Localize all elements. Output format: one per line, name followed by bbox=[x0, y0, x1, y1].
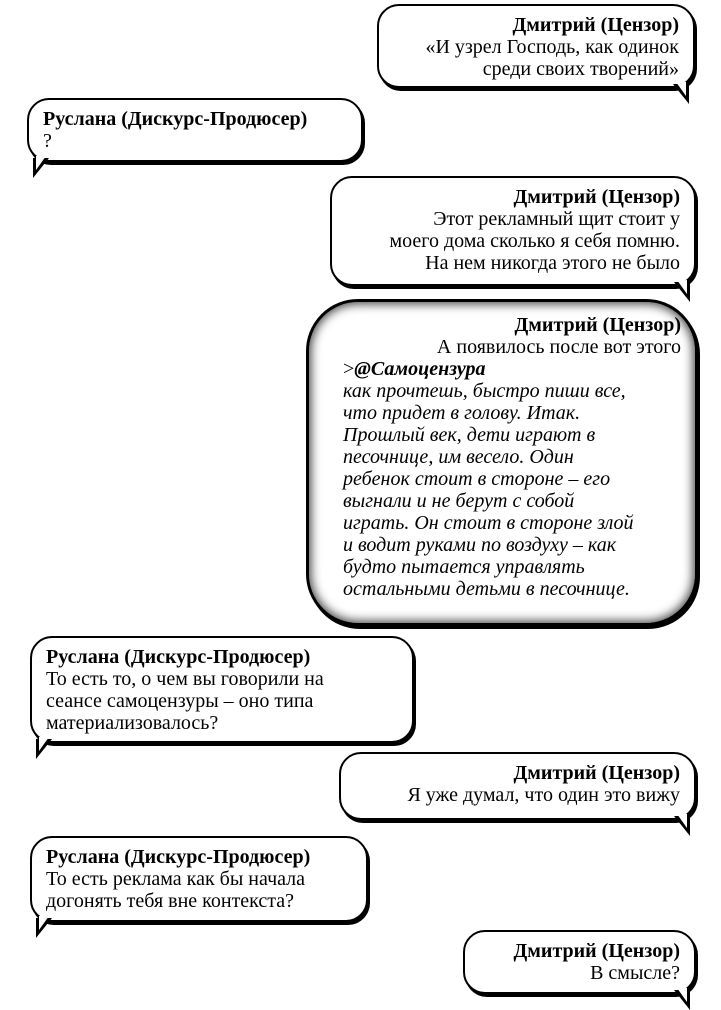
message-line: То есть реклама как бы начала bbox=[46, 868, 306, 890]
speaker-name: Дмитрий (Цензор) bbox=[512, 14, 679, 36]
message-line: материализовалось? bbox=[46, 712, 219, 734]
message-bubble-ruslana-2 bbox=[30, 636, 414, 743]
quote-line: играть. Он стоит в стороне злой bbox=[343, 512, 634, 534]
quote-line: остальными детьми в песочнице. bbox=[343, 578, 630, 600]
speaker-name: Дмитрий (Цензор) bbox=[514, 314, 681, 336]
message-line: А появилось после вот этого bbox=[436, 336, 681, 358]
message-line: Я уже думал, что один это вижу bbox=[407, 784, 680, 806]
bubble-tail bbox=[36, 918, 52, 938]
message-line: «И узрел Господь, как одинок bbox=[425, 36, 679, 58]
quote-line: и водит руками по воздуху – как bbox=[343, 534, 617, 556]
bubble-tail bbox=[673, 84, 689, 104]
bubble-tail bbox=[674, 816, 690, 836]
quote-line: что придет в голову. Итак. bbox=[343, 402, 581, 424]
quote-line: как прочтешь, быстро пиши все, bbox=[343, 380, 626, 402]
message-line: среди своих творений» bbox=[482, 58, 679, 80]
message-bubble-dmitry-3 bbox=[339, 752, 696, 820]
message-bubble-dmitry-2 bbox=[330, 176, 696, 286]
quote-line: Прошлый век, дети играют в bbox=[343, 424, 596, 446]
message-bubble-ruslana-3 bbox=[30, 836, 368, 922]
speaker-name: Руслана (Дискурс-Продюсер) bbox=[43, 108, 308, 130]
message-line: моего дома сколько я себя помню. bbox=[389, 230, 680, 252]
message-line: сеансе самоцензуры – оно типа bbox=[46, 690, 314, 712]
mention-handle[interactable]: @Самоцензура bbox=[354, 358, 486, 380]
message-line: догонять тебя вне контекста? bbox=[46, 890, 295, 912]
message-line: ? bbox=[43, 130, 52, 152]
bubble-tail bbox=[36, 739, 52, 759]
message-bubble-dmitry-4 bbox=[463, 930, 696, 994]
speaker-name: Руслана (Дискурс-Продюсер) bbox=[46, 646, 311, 668]
message-line: То есть то, о чем вы говорили на bbox=[46, 668, 324, 690]
speaker-name: Руслана (Дискурс-Продюсер) bbox=[46, 846, 311, 868]
message-bubble-dmitry-forwarded bbox=[306, 299, 698, 626]
mention-prefix: > bbox=[343, 358, 355, 380]
quote-line: песочнице, им весело. Один bbox=[343, 446, 574, 468]
bubble-tail bbox=[674, 282, 690, 302]
bubble-tail bbox=[33, 158, 49, 178]
message-bubble-dmitry-1 bbox=[377, 4, 695, 88]
message-line: На нем никогда этого не было bbox=[425, 252, 680, 274]
speaker-name: Дмитрий (Цензор) bbox=[513, 186, 680, 208]
speaker-name: Дмитрий (Цензор) bbox=[513, 940, 680, 962]
message-line: Этот рекламный щит стоит у bbox=[433, 208, 680, 230]
bubble-tail bbox=[674, 990, 690, 1010]
message-line: В смысле? bbox=[590, 962, 680, 984]
forwarded-mention bbox=[323, 358, 681, 380]
quote-line: будто пытается управлять bbox=[343, 556, 585, 578]
quote-line: выгнали и не берут с собой bbox=[343, 490, 575, 512]
quote-line: ребенок стоит в стороне – его bbox=[343, 468, 611, 490]
message-bubble-ruslana-1 bbox=[27, 98, 363, 162]
speaker-name: Дмитрий (Цензор) bbox=[513, 762, 680, 784]
